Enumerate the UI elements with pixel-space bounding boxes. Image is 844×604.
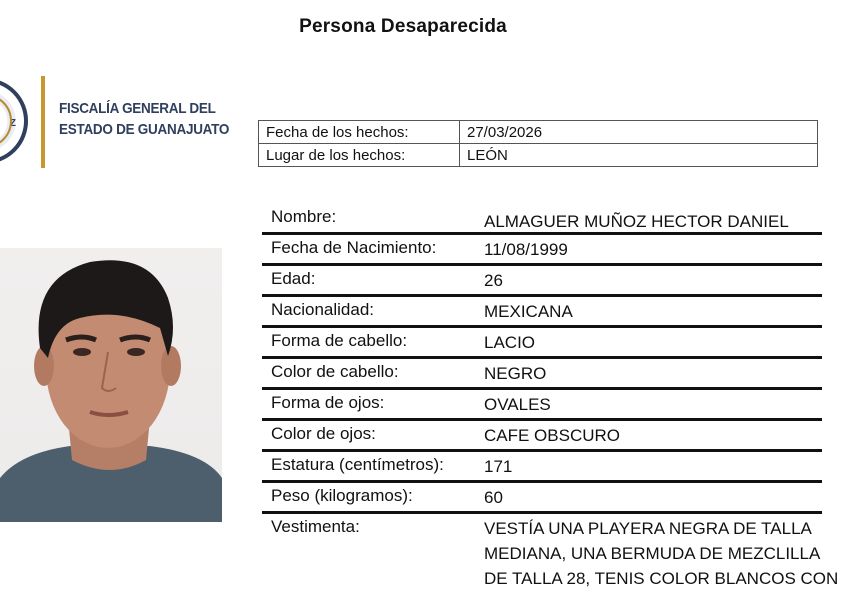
- detail-row: [262, 483, 822, 514]
- detail-value: CAFE OBSCURO: [484, 426, 621, 445]
- detail-row: [262, 390, 822, 421]
- logo-line-1: FISCALÍA GENERAL DEL: [59, 100, 216, 117]
- detail-label: Color de cabello:: [271, 362, 399, 381]
- incident-label: Fecha de los hechos:: [259, 121, 460, 144]
- fiscalia-logo-text: [59, 98, 248, 140]
- person-details-table: [262, 204, 839, 604]
- detail-row: [262, 204, 822, 235]
- detail-value: 26: [484, 271, 503, 290]
- detail-row: [262, 235, 822, 266]
- incident-label: Lugar de los hechos:: [259, 144, 460, 167]
- incident-value: 27/03/2026: [460, 121, 818, 144]
- detail-label: Color de ojos:: [271, 424, 376, 443]
- detail-value: MEXICANA: [484, 302, 573, 321]
- detail-value: NEGRO: [484, 364, 547, 383]
- fiscalia-seal-logo: [0, 78, 28, 164]
- seal-fragment-text: Z: [9, 118, 16, 129]
- detail-label: Peso (kilogramos):: [271, 486, 413, 505]
- missing-person-photo: [0, 248, 222, 522]
- detail-row: [262, 297, 822, 328]
- detail-row: [262, 514, 839, 604]
- detail-value: 171: [484, 457, 513, 476]
- page-title: Persona Desaparecida: [299, 16, 507, 37]
- detail-label: Forma de cabello:: [271, 331, 408, 350]
- detail-value: OVALES: [484, 395, 551, 414]
- incident-row: [259, 144, 818, 167]
- detail-value: 60: [484, 488, 503, 507]
- logo-divider: [41, 76, 45, 168]
- incident-table: [258, 120, 818, 167]
- detail-row: [262, 359, 822, 390]
- detail-label: Nacionalidad:: [271, 300, 375, 319]
- detail-row: [262, 421, 822, 452]
- detail-label: Forma de ojos:: [271, 393, 385, 412]
- detail-row: [262, 266, 822, 297]
- incident-value: LEÓN: [460, 144, 818, 167]
- detail-value: 11/08/1999: [484, 240, 568, 259]
- detail-row: [262, 328, 822, 359]
- logo-line-2: ESTADO DE GUANAJUATO: [59, 121, 230, 138]
- detail-value: ALMAGUER MUÑOZ HECTOR DANIEL: [484, 212, 789, 231]
- detail-label: Nombre:: [271, 207, 337, 226]
- detail-value: VESTÍA UNA PLAYERA NEGRA DE TALLA MEDIANA, UNA BERMUDA DE MEZCLILLA DE TALLA 28, TENIS COLOR BLANCOS CON: [484, 519, 839, 588]
- incident-row: [259, 121, 818, 144]
- detail-label: Vestimenta:: [271, 517, 360, 536]
- detail-label: Edad:: [271, 269, 316, 288]
- detail-value: LACIO: [484, 333, 536, 352]
- detail-row: [262, 452, 822, 483]
- detail-label: Estatura (centímetros):: [271, 455, 444, 474]
- detail-label: Fecha de Nacimiento:: [271, 238, 437, 257]
